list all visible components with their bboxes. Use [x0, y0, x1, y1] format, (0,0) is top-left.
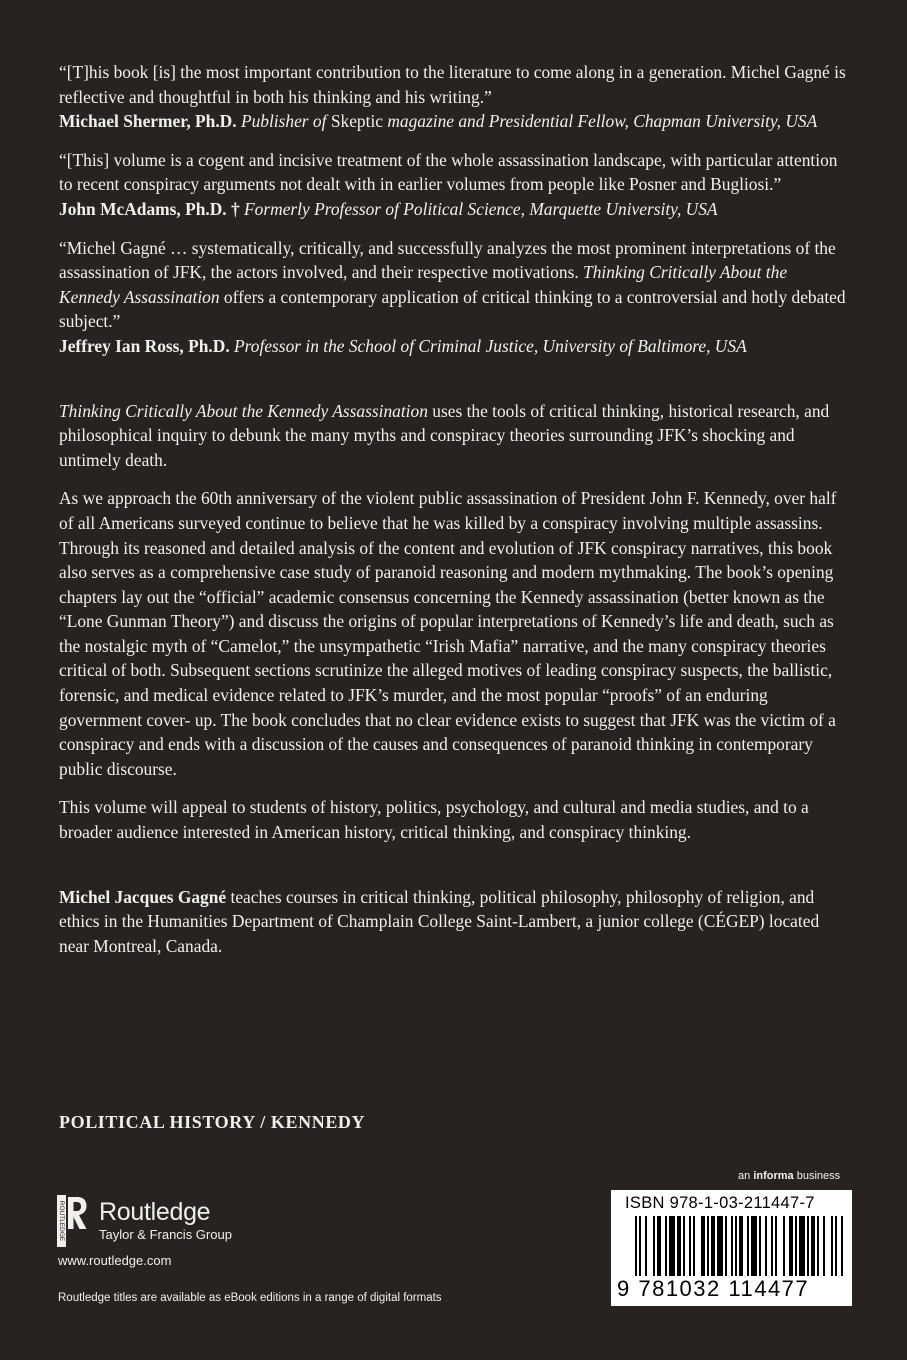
barcode-bar	[789, 1216, 793, 1276]
barcode-bar	[795, 1216, 797, 1276]
reviewer-title: Professor in the School of Criminal Justice, University of Baltimore, USA	[234, 335, 747, 356]
informa-prefix: an	[738, 1170, 751, 1182]
review-quote-part: “Michel Gagné … systematically, critically, and successfully analyzes the most prominent interpretations of the assassination of JFK, the actors involved, and their respective motivations.	[59, 237, 836, 283]
barcode-bar	[807, 1216, 809, 1276]
book-title-in-quote: Thinking Critically About the Kennedy Assassination	[59, 262, 788, 307]
barcode-bar	[817, 1216, 819, 1276]
barcode-bar	[811, 1216, 815, 1276]
description-paragraph-3: This volume will appeal to students of history, politics, psychology, and cultural and media studies, and to a broader audience interested in American history, critical thinking, and conspiracy thinking.	[59, 797, 809, 843]
review-blurb-3	[59, 236, 851, 359]
review-attribution	[59, 197, 851, 222]
description-text: uses the tools of critical thinking, historical research, and philosophical inquiry to debunk the many myths and conspiracy theories surrounding JFK’s shocking and untimely death.	[59, 400, 830, 470]
review-quote: “[This] volume is a cogent and incisive treatment of the whole assassination landscape, with particular attention to recent conspiracy arguments not dealt with in earlier volumes from people like Posner and Bugliosi.”	[59, 149, 838, 195]
barcode-bar	[799, 1216, 805, 1276]
text-content	[59, 60, 851, 958]
barcode-bar	[665, 1216, 667, 1276]
barcode-bar	[725, 1216, 727, 1276]
author-bio-text: teaches courses in critical thinking, political philosophy, philosophy of religion, and ethics in the Humanities Department of Champlain College Saint-Lambert, a junior college (CÉGEP) located near Montreal, Canada.	[59, 886, 820, 956]
barcode-bar	[765, 1216, 767, 1276]
barcode-bar	[707, 1216, 709, 1276]
subject-category: POLITICAL HISTORY / KENNEDY	[59, 1112, 366, 1132]
book-description	[59, 399, 851, 845]
review-blurb-1	[59, 60, 851, 134]
barcode-bar	[657, 1216, 661, 1276]
author-bio	[59, 885, 851, 959]
reviewer-title-part: Publisher of	[240, 111, 327, 132]
book-title: Thinking Critically About the Kennedy Assassination	[59, 400, 428, 421]
description-paragraph-2: As we approach the 60th anniversary of the violent public assassination of President John F. Kennedy, over half of all Americans surveyed continue to believe that he was killed by a conspiracy involving multiple assassins. Through its reasoned and detailed analysis of the content and evolution of JFK conspiracy narratives, this book also serves as a comprehensive case study of paranoid reasoning and modern mythmaking. The book’s opening chapters lay out the “official” academic consensus concerning the Kennedy assassination (better known as the “Lone Gunman Theory”) and discuss the origins of popular interpretations of Kennedy’s life and death, such as the nostalgic myth of “Camelot,” the unsympathetic “Irish Mafia” narrative, and the many conspiracy theories critical of both. Subsequent sections scrutinize the alleged motives of leading conspiracy suspects, the ballistic, forensic, and medical evidence related to JFK’s murder, and the most popular “proofs” of an enduring government cover- up. The book concludes that no clear evidence exists to suggest that JFK was the victim of a conspiracy and ends with a discussion of the causes and consequences of paranoid thinking in contemporary public discourse.	[59, 488, 837, 779]
informa-suffix: business	[796, 1170, 841, 1182]
barcode-bar	[693, 1216, 695, 1276]
logo-vertical-text: ROUTLEDGE	[57, 1200, 65, 1242]
review-quote-part: offers a contemporary application of critical thinking to a controversial and hotly debated subject.”	[59, 286, 846, 332]
barcode-bar	[653, 1216, 655, 1276]
barcode-bar	[683, 1216, 685, 1276]
barcode-bar	[747, 1216, 749, 1276]
barcode-bar	[835, 1216, 837, 1276]
routledge-r-icon	[57, 1195, 87, 1247]
barcode-bar	[689, 1216, 691, 1276]
barcode-bar	[823, 1216, 825, 1276]
barcode-bar	[717, 1216, 723, 1276]
barcode-digits: 9 781032 114477	[617, 1276, 810, 1301]
barcode-bar	[831, 1216, 833, 1276]
informa-brand: informa	[753, 1170, 794, 1182]
barcode-bar	[701, 1216, 705, 1276]
barcode-bar	[751, 1216, 757, 1276]
review-attribution	[59, 334, 851, 359]
reviewer-name: Jeffrey Ian Ross, Ph.D.	[59, 335, 230, 356]
barcode-bar	[677, 1216, 681, 1276]
barcode-bar	[735, 1216, 737, 1276]
barcode-bar	[775, 1216, 777, 1276]
magazine-name: Skeptic	[330, 111, 383, 132]
barcode-bar	[635, 1216, 637, 1276]
barcode-bar	[771, 1216, 773, 1276]
barcode-bar	[711, 1216, 715, 1276]
reviewer-name: Michael Shermer, Ph.D.	[59, 111, 237, 132]
review-blurb-2	[59, 148, 851, 222]
ebook-note: Routledge titles are available as eBook editions in a range of digital formats	[58, 1292, 442, 1304]
barcode-bar	[645, 1216, 647, 1276]
reviewer-name: John McAdams, Ph.D. †	[59, 198, 240, 219]
review-attribution	[59, 109, 851, 134]
barcode-bar	[639, 1216, 641, 1276]
barcode-bar	[783, 1216, 785, 1276]
publisher-group: Taylor & Francis Group	[99, 1227, 232, 1242]
barcode-bar	[759, 1216, 761, 1276]
description-paragraph-1	[59, 399, 851, 473]
barcode-icon	[635, 1216, 845, 1276]
barcode-bar	[739, 1216, 743, 1276]
publisher-name: Routledge	[99, 1198, 211, 1226]
isbn-label: ISBN 978-1-03-211447-7	[625, 1194, 815, 1212]
review-quote	[59, 236, 851, 334]
reviewer-title-part: magazine and Presidential Fellow, Chapman University, USA	[387, 111, 818, 132]
publisher-url[interactable]: www.routledge.com	[58, 1253, 172, 1268]
barcode-bar	[669, 1216, 675, 1276]
logo-text	[99, 1197, 232, 1242]
barcode-bar	[731, 1216, 733, 1276]
author-name: Michel Jacques Gagné	[59, 886, 227, 907]
informa-tagline	[738, 1170, 840, 1182]
reviewer-title: Formerly Professor of Political Science, Marquette University, USA	[244, 198, 718, 219]
review-quote: “[T]his book [is] the most important contribution to the literature to come along in a generation. Michel Gagné is reflective and thoughtful in both his thinking and his writing.”	[59, 62, 846, 107]
isbn-barcode-box	[611, 1190, 852, 1306]
barcode-bar	[841, 1216, 843, 1276]
